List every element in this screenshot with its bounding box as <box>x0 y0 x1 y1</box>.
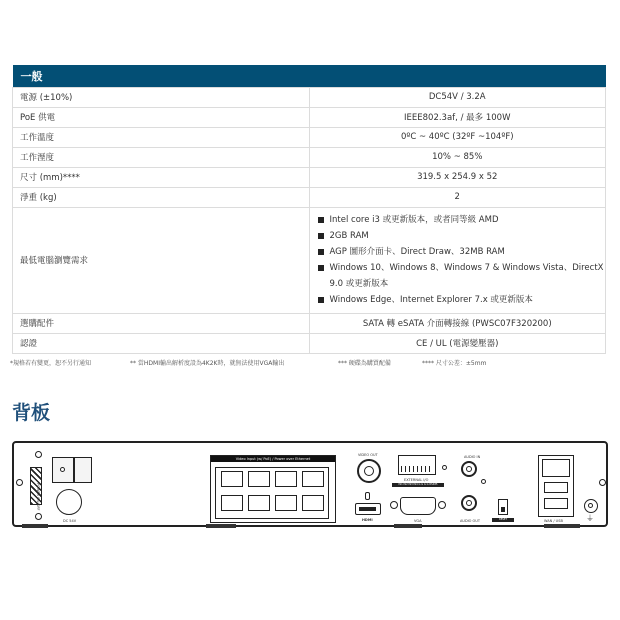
foot <box>206 524 236 528</box>
mount-hole-icon <box>599 479 606 486</box>
hdmi-port-icon[interactable] <box>355 503 381 515</box>
row-value: 10% ~ 85% <box>309 147 606 167</box>
wan-usb-label: WAN / USB <box>544 519 563 523</box>
footnote: ** 當HDMI輸出解析度設為4K2K時，就無法使用VGA輸出 <box>130 360 285 367</box>
row-label: 尺寸 (mm)**** <box>13 167 310 187</box>
footnotes <box>10 358 610 370</box>
row-label: 最低電腦瀏覽需求 <box>13 207 310 313</box>
wan-usb-block <box>538 455 574 517</box>
dc-label: DC 54V <box>63 519 77 523</box>
row-value: DC54V / 3.2A <box>309 87 606 107</box>
audio-out-jack-icon[interactable] <box>461 495 477 511</box>
wan-rj45-port-icon[interactable] <box>542 459 570 477</box>
row-label: 認證 <box>13 333 310 353</box>
row-value: IEEE802.3af, / 最多 100W <box>309 107 606 127</box>
power-switch[interactable] <box>52 457 92 483</box>
power-switch-label: POWER ON/OFF <box>36 483 40 511</box>
square-bullet-icon <box>318 249 324 255</box>
rear-panel-diagram <box>12 441 608 527</box>
ground-screw-icon[interactable] <box>584 499 598 513</box>
table-row <box>13 87 606 107</box>
row-label: 工作溼度 <box>13 147 310 167</box>
rj45-port-icon[interactable] <box>221 495 243 511</box>
square-bullet-icon <box>318 233 324 239</box>
list-item: Intel core i3 或更新版本，或者同等級 AMD <box>318 212 606 228</box>
list-item: Windows Edge、Internet Explorer 7.x 或更新版本 <box>318 292 606 308</box>
table-row <box>13 187 606 207</box>
power-indicator-icon <box>60 467 65 472</box>
audio-out-label: AUDIO OUT <box>460 519 481 523</box>
audio-in-label: AUDIO IN <box>464 455 481 459</box>
audio-in-jack-icon[interactable] <box>461 461 477 477</box>
screw-hole-icon <box>481 479 486 484</box>
rj45-port-icon[interactable] <box>275 495 297 511</box>
mount-hole-icon <box>16 479 23 486</box>
row-label: 工作溫度 <box>13 127 310 147</box>
vga-label: VGA <box>414 519 422 523</box>
row-value: 2 <box>309 187 606 207</box>
row-value: 0ºC ~ 40ºC (32ºF ~104ºF) <box>309 127 606 147</box>
video-out-label: VIDEO OUT <box>358 453 378 457</box>
reset-switch[interactable] <box>498 499 508 515</box>
ground-symbol-icon: ⏚ <box>586 514 594 523</box>
row-label: 電源 (±10%) <box>13 87 310 107</box>
table-row <box>13 333 606 353</box>
hdmi-label: HDMI <box>362 518 373 522</box>
list-item: AGP 圖形介面卡、Direct Draw、32MB RAM <box>318 244 606 260</box>
table-row <box>13 313 606 333</box>
bnc-video-out-icon[interactable] <box>357 459 381 483</box>
table-row <box>13 147 606 167</box>
table-row-requirements <box>13 207 606 313</box>
external-io-terminal[interactable] <box>398 455 436 475</box>
row-label: 選購配件 <box>13 313 310 333</box>
mount-hole-icon <box>35 513 42 520</box>
poe-header: Video Input (w/ PoE) / Power over Ethernet <box>211 456 335 462</box>
footnote: *** 硬碟為購買配備 <box>338 360 391 367</box>
rear-panel-title: 背板 <box>12 402 51 424</box>
row-value: SATA 轉 eSATA 介面轉接線 (PWSC07F320200) <box>309 313 606 333</box>
foot <box>544 524 580 528</box>
poe-port-block <box>210 455 336 523</box>
rj45-port-icon[interactable] <box>248 495 270 511</box>
square-bullet-icon <box>318 297 324 303</box>
mount-hole-icon <box>35 451 42 458</box>
usb-port-icon[interactable] <box>544 498 568 509</box>
vga-port-icon[interactable] <box>400 497 436 515</box>
usb-port-icon[interactable] <box>544 482 568 493</box>
foot <box>22 524 48 528</box>
external-io-pins: IN1 IN2 IN3 IN4 G G G G RS485 <box>392 483 444 487</box>
square-bullet-icon <box>318 217 324 223</box>
list-item: 2GB RAM <box>318 228 606 244</box>
footnote: **** 尺寸公差：±5mm <box>422 360 487 367</box>
spec-table <box>12 65 606 354</box>
row-value: 319.5 x 254.9 x 52 <box>309 167 606 187</box>
rj45-port-icon[interactable] <box>275 471 297 487</box>
list-item: Windows 10、Windows 8、Windows 7 & Windows Vista、DirectX 9.0 或更新版本 <box>318 260 608 292</box>
rj45-port-icon[interactable] <box>302 471 324 487</box>
table-row <box>13 127 606 147</box>
row-label: 淨重 (kg) <box>13 187 310 207</box>
hdmi-indicator-icon <box>365 492 370 500</box>
rj45-port-icon[interactable] <box>221 471 243 487</box>
rj45-port-icon[interactable] <box>248 471 270 487</box>
requirements-cell <box>309 207 606 313</box>
table-row <box>13 167 606 187</box>
reset-label: RESET <box>492 518 514 522</box>
foot <box>394 524 422 528</box>
requirements-list <box>310 212 606 308</box>
row-value: CE / UL (電源變壓器) <box>309 333 606 353</box>
row-label: PoE 供電 <box>13 107 310 127</box>
rj45-port-icon[interactable] <box>302 495 324 511</box>
dc-power-jack-icon[interactable] <box>56 489 82 515</box>
square-bullet-icon <box>318 265 324 271</box>
footnote: *規格若有變更，恕不另行通知 <box>10 360 92 367</box>
section-header: 一般 <box>13 65 606 87</box>
table-row <box>13 107 606 127</box>
screw-hole-icon <box>442 465 447 470</box>
external-io-label: EXTERNAL I/O <box>404 478 429 482</box>
